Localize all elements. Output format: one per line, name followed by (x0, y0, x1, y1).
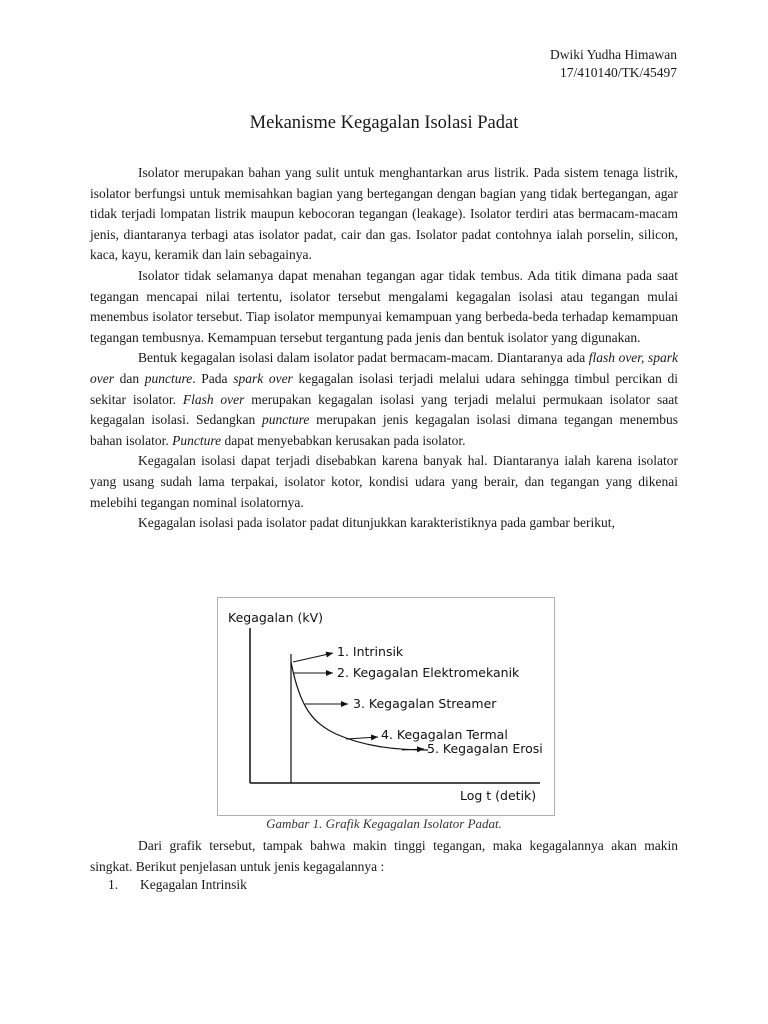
paragraph-5: Kegagalan isolasi pada isolator padat ditunjukkan karakteristiknya pada gambar berikut, (138, 515, 615, 531)
paragraph-1: Isolator merupakan bahan yang sulit untuk menghantarkan arus listrik. Pada sistem tenaga listrik, isolator berfungsi untuk memisahkan bagian yang bertegangan dengan bagian yang tidak bertegangan, agar tidak terjadi lompatan listrik maupun kebocoran tegangan (leakage). Isolator terdiri atas bermacam-macam jenis, diantaranya terbagi atas isolator padat, cair dan gas. Isolator padat contohnya ialah porselin, silicon, kaca, kayu, keramik dan lain sebagainya. (90, 165, 678, 263)
paragraph-2: Isolator tidak selamanya dapat menahan tegangan agar tidak tembus. Ada titik dimana pada saat tegangan mencapai nilai tertentu, isolator tersebut mengalami kegagalan isolasi atau tegangan mulai menembus isolator tersebut. Tiap isolator mempunyai kemampuan yang berbeda-beda terhadap kemampuan tegangan tembusnya. Kemampuan tersebut tergantung pada jenis dan bentuk isolator yang digunakan. (90, 267, 678, 345)
text-segment: merupakan jenis kegagalan isolasi dimana tegangan menembus bahan isolator. (90, 412, 678, 448)
label-intrinsik: 1. Intrinsik (337, 644, 404, 659)
italic-term: Puncture (172, 432, 222, 448)
label-erosi: 5. Kegagalan Erosi (427, 741, 543, 756)
list-item-text: Kegagalan Intrinsik (140, 877, 247, 892)
document-title: Mekanisme Kegagalan Isolasi Padat (249, 113, 519, 133)
text-segment: merupakan kegagalan isolasi yang terjadi melalui permukaan isolator saat kegagalan isolasi. Sedangkan (90, 391, 679, 428)
paragraph-3 (90, 348, 678, 451)
label-streamer: 3. Kegagalan Streamer (353, 696, 497, 711)
label-elektromekanik: 2. Kegagalan Elektromekanik (337, 665, 520, 680)
italic-term: puncture (144, 370, 193, 386)
author-block (550, 46, 677, 82)
failure-graph-figure (217, 597, 555, 816)
list-item-number: 1. (108, 877, 119, 892)
arrow-intrinsic (293, 653, 333, 662)
italic-term: puncture (261, 412, 310, 428)
text-segment: kegagalan isolasi terjadi melalui udara sehingga timbul percikan di sekitar isolator. (90, 370, 678, 407)
author-id: 17/410140/TK/45497 (560, 65, 677, 80)
arrow-termal (346, 737, 378, 739)
x-axis-label: Log t (detik) (460, 788, 537, 803)
author-name: Dwiki Yudha Himawan (550, 47, 677, 62)
list-item (108, 877, 247, 893)
y-axis-label: Kegagalan (kV) (228, 610, 324, 625)
text-segment: dan (114, 370, 145, 386)
post-figure-text (90, 836, 678, 877)
label-termal: 4. Kegagalan Termal (381, 727, 508, 742)
text-segment: dapat menyebabkan kerusakan pada isolator. (221, 432, 466, 448)
italic-term: flash over, spark over (90, 350, 678, 386)
text-segment: . Pada (192, 370, 234, 386)
failure-graph (218, 598, 554, 815)
paragraph-6: Dari grafik tersebut, tampak bahwa makin tinggi tegangan, maka kegagalannya akan makin singkat. Berikut penjelasan untuk jenis kegagalannya : (90, 838, 678, 874)
italic-term: Flash over (182, 391, 245, 407)
italic-term: spark over (233, 370, 293, 386)
text-segment: Bentuk kegagalan isolasi dalam isolator padat bermacam-macam. Diantaranya ada (138, 350, 589, 366)
figure-caption: Gambar 1. Grafik Kegagalan Isolator Padat. (266, 816, 502, 831)
body-text (90, 163, 678, 534)
paragraph-4: Kegagalan isolasi dapat terjadi disebabkan karena banyak hal. Diantaranya ialah karena isolator yang usang sudah lama terpakai, isolator kotor, kondisi udara yang berair, dan tegangan yang dikenai melebihi tegangan nominal isolatornya. (90, 453, 678, 510)
